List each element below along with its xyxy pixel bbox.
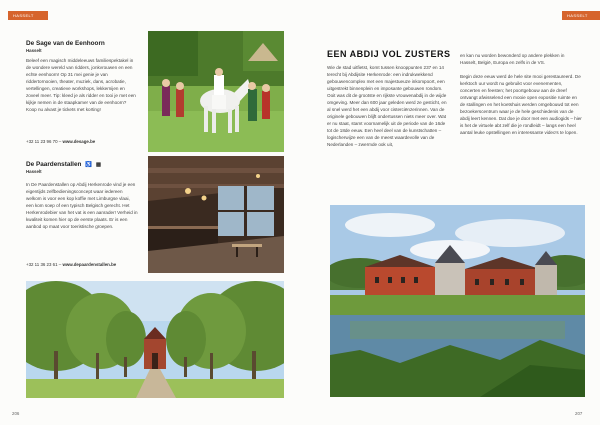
block2-website-link[interactable]: www.depaardenstallen.be	[62, 262, 117, 267]
block2-phone: +32 11 36 23 61 –	[26, 262, 62, 267]
block2-subtitle: Hasselt	[26, 169, 42, 174]
page-number-right: 207	[575, 411, 583, 416]
group-icon: ▩	[95, 162, 102, 168]
block1-phone: +32 11 23 96 70 –	[26, 139, 62, 144]
section-tag-left: HASSELT	[8, 11, 48, 20]
article-paragraph: Wie de stad uitfietst, komt tussen knooppunten 237 en 14 terecht bij Abdijsite Herkenrode: een indrukwekkend gebouwencomplex met een majestueuze inkompoort, een uitgestrekt binnenplein en imposante gebouwen rondom. Ooit was dit de grootste en rijkste vrouwenabdij in de wijde omgeving. Meer dan 600 jaar geleden werd ze gesticht, en al snel werd het een abdij voor cisterciënzerinnen. Van de originele gebouwen blijft ondertussen niets meer over. Wat er nu staat, stamt voornamelijk uit de periode van de 16de tot de 18de eeuw. Een heel deel van de kunstschatten – logischerwijze een van de meest waardevolle van de Nederlanden – zwermde ook uit,	[327, 65, 447, 147]
block1-subtitle: Hasselt	[26, 48, 42, 53]
article-column-2	[460, 52, 582, 143]
photo-paardenstallen-interior	[148, 156, 284, 273]
article-paragraph: Begin deze eeuw werd de hele site mooi gerestaureerd. De kerktoch uur wordt nu gebruikt voor evenementen, concerten en feesten; het poortgebouw aan de dreef ontvangt afwisselend een mooie open expositie ruimte en de stallingen en het koetshuis werden omgebouwd tot een bezoekerscentrum waar je de hele geschiedenis van de abdij leert kennen. Dat doe je door met een audiogids – hier is het de virtuele abt zelf die je rondleidt – langs een heel aantal leuke opstellingen en interessante video's te lopen.	[460, 74, 582, 135]
wheelchair-icon: ♿	[85, 162, 93, 168]
article-paragraph: en kan nu worden bewonderd op andere plekken in Hasselt, België, Europa en zelfs in de VS.	[460, 53, 565, 65]
section-tag-right: HASSELT	[562, 11, 600, 20]
photo-tree-avenue	[26, 281, 284, 398]
article-column-1	[327, 64, 449, 155]
block2-body: In De Paardenstallen op Abdij Herkenrode vind je een eigentijds zelfbedieningsconcept waar iedereen welkom is voor een kop koffie met Limburgse vlaai, een kom soep of een typisch Belgisch gerecht. Het Herkenrodebier van het vat is een aanrader! Verheid in kwaliteit komen hier op de eerste plaats. Er is een aanbod op maat voor toeristische groepen.	[26, 182, 138, 229]
block2-title-text: De Paardenstallen	[26, 161, 82, 168]
block1-body: Beleef een magisch middeleeuws familiespektakel in de wondere wereld van ridders, jonkvrouwen en een echte eenhoorn! Op 31 mei genie je van riddertornooien, theater, muziek, dans, acrobatie, vertellingen, creatieve workshops, lekkernijen en zoveel meer. Tip: kleed je als ridder en tooi je met een kijkje nemen in de staapkamer van de eenhoorn? Koop nu alvast je tickets met korting!	[26, 58, 136, 112]
photo-medieval-spectacle	[148, 31, 284, 152]
block1-title: De Sage van de Eenhoorn	[26, 40, 105, 47]
block2-title	[26, 161, 101, 168]
photo-abbey-herkenrode	[330, 205, 585, 397]
block1-contact	[26, 139, 141, 144]
page-number-left: 206	[12, 411, 20, 416]
block1-website-link[interactable]: www.desage.be	[62, 139, 96, 144]
article-heading: EEN ABDIJ VOL ZUSTERS	[327, 49, 451, 59]
block2-contact	[26, 262, 146, 267]
